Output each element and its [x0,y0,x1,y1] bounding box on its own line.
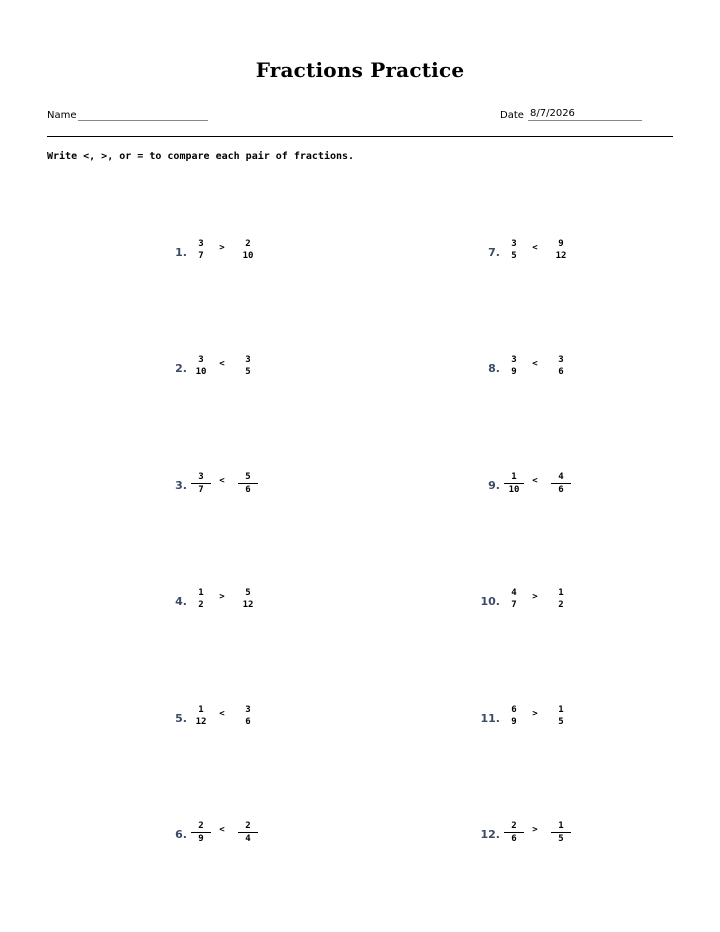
denominator: 12 [195,717,207,727]
problem-number: 7. [488,246,500,259]
fraction-left [504,587,524,611]
numerator: 3 [245,355,251,365]
comparison-symbol[interactable]: < [532,476,538,486]
numerator: 3 [245,705,251,715]
comparison-symbol[interactable]: > [219,592,225,602]
denominator: 6 [511,834,517,844]
problem-number: 2. [175,362,187,375]
comparison-symbol[interactable]: > [532,709,538,719]
denominator: 4 [245,834,251,844]
numerator: 5 [238,471,258,484]
problem-10 [464,587,584,617]
fraction-right [238,704,258,728]
name-label: Name [47,110,77,121]
numerator: 5 [245,588,251,598]
numerator: 1 [198,705,204,715]
fraction-right [551,704,571,728]
denominator: 9 [511,367,517,377]
problem-number: 12. [480,828,500,841]
numerator: 1 [198,588,204,598]
problem-5 [151,704,271,734]
numerator: 4 [551,471,571,484]
fraction-left [191,587,211,611]
denominator: 9 [198,834,204,844]
numerator: 3 [511,239,517,249]
fraction-left [191,471,211,496]
numerator: 3 [511,355,517,365]
fraction-right [551,238,571,262]
denominator: 6 [558,367,564,377]
comparison-symbol[interactable]: < [219,359,225,369]
fraction-right [238,354,258,378]
denominator: 10 [508,485,520,495]
denominator: 10 [242,251,254,261]
problem-4 [151,587,271,617]
comparison-symbol[interactable]: < [219,476,225,486]
problem-number: 4. [175,595,187,608]
fraction-left [504,704,524,728]
denominator: 7 [198,251,204,261]
denominator: 9 [511,717,517,727]
date-underline [528,120,642,121]
problem-9 [464,471,584,501]
problem-12 [464,820,584,850]
denominator: 6 [245,485,251,495]
numerator: 2 [245,239,251,249]
problem-1 [151,238,271,268]
problem-number: 5. [175,712,187,725]
fraction-right [238,820,258,845]
fraction-left [191,704,211,728]
date-label: Date [500,110,524,121]
fraction-right [551,587,571,611]
problem-number: 10. [480,595,500,608]
problem-8 [464,354,584,384]
denominator: 2 [198,600,204,610]
denominator: 12 [555,251,567,261]
numerator: 1 [551,820,571,833]
numerator: 6 [511,705,517,715]
fraction-left [191,354,211,378]
fraction-left [504,238,524,262]
fraction-right [551,820,571,845]
comparison-symbol[interactable]: < [219,709,225,719]
date-field[interactable]: 8/7/2026 [530,108,575,119]
denominator: 6 [245,717,251,727]
problem-number: 8. [488,362,500,375]
problem-2 [151,354,271,384]
numerator: 3 [191,471,211,484]
comparison-symbol[interactable]: < [219,825,225,835]
comparison-symbol[interactable]: < [532,243,538,253]
denominator: 5 [558,834,564,844]
problem-3 [151,471,271,501]
comparison-symbol[interactable]: > [219,243,225,253]
fraction-left [504,354,524,378]
numerator: 1 [558,588,564,598]
denominator: 7 [511,600,517,610]
fraction-right [238,238,258,262]
header-divider [47,136,673,137]
fraction-left [504,820,524,845]
problem-number: 1. [175,246,187,259]
fraction-right [238,471,258,496]
name-field[interactable] [78,120,208,121]
denominator: 10 [195,367,207,377]
denominator: 5 [558,717,564,727]
problem-11 [464,704,584,734]
fraction-left [191,820,211,845]
denominator: 5 [245,367,251,377]
numerator: 9 [558,239,564,249]
numerator: 2 [191,820,211,833]
worksheet-title: Fractions Practice [255,58,465,82]
denominator: 5 [511,251,517,261]
problem-7 [464,238,584,268]
numerator: 1 [558,705,564,715]
comparison-symbol[interactable]: > [532,592,538,602]
problem-number: 9. [488,479,500,492]
denominator: 2 [558,600,564,610]
fraction-left [191,238,211,262]
instructions: Write <, >, or = to compare each pair of fractions. [47,151,355,162]
comparison-symbol[interactable]: < [532,359,538,369]
numerator: 2 [504,820,524,833]
numerator: 2 [238,820,258,833]
comparison-symbol[interactable]: > [532,825,538,835]
fraction-right [551,354,571,378]
problem-number: 11. [480,712,500,725]
numerator: 4 [511,588,517,598]
problem-number: 3. [175,479,187,492]
denominator: 7 [198,485,204,495]
fraction-right [551,471,571,496]
problem-number: 6. [175,828,187,841]
numerator: 3 [198,355,204,365]
numerator: 1 [504,471,524,484]
fraction-left [504,471,524,496]
numerator: 3 [558,355,564,365]
denominator: 12 [242,600,254,610]
denominator: 6 [558,485,564,495]
fraction-right [238,587,258,611]
problem-6 [151,820,271,850]
numerator: 3 [198,239,204,249]
